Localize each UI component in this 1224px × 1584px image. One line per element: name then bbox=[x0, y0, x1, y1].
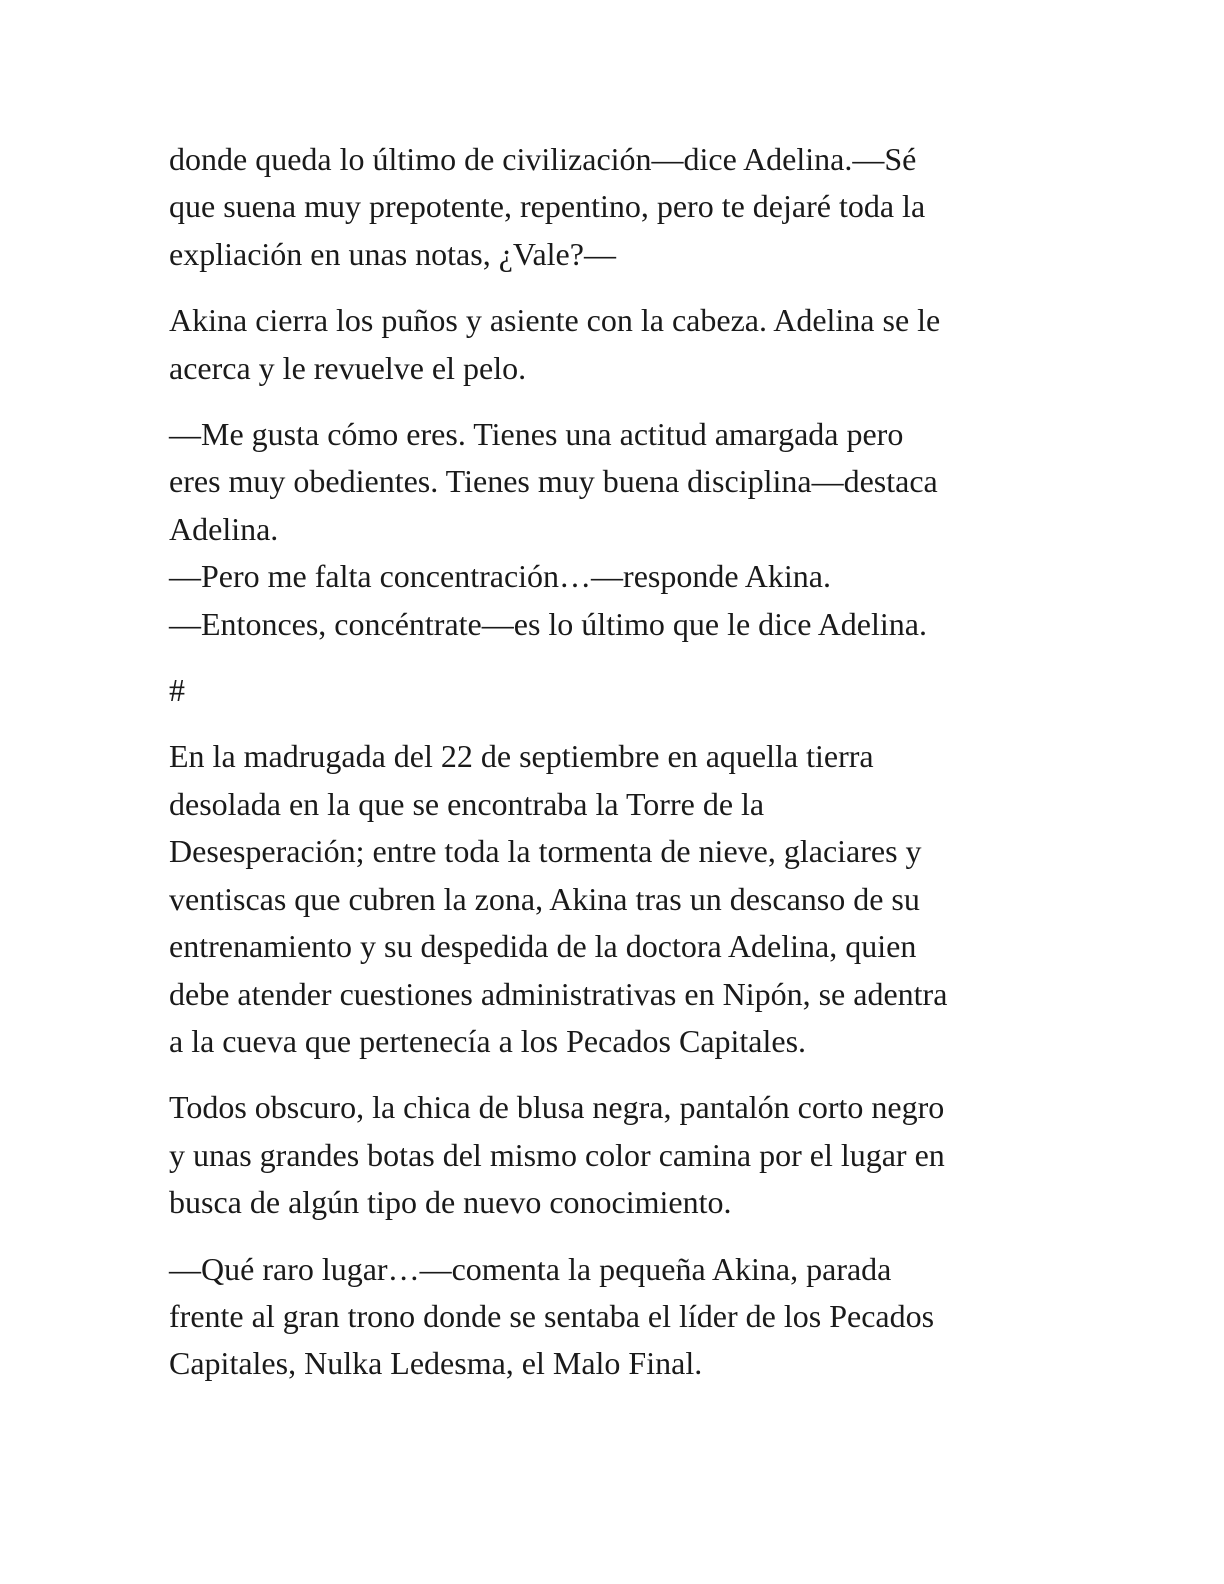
text-line: busca de algún tipo de nuevo conocimiento. bbox=[169, 1184, 732, 1221]
text-line: debe atender cuestiones administrativas en Nipón, se adentra bbox=[169, 975, 948, 1012]
body-text bbox=[169, 136, 1049, 1407]
text-line: —Entonces, concéntrate—es lo último que le dice Adelina. bbox=[169, 605, 927, 642]
text-line: Desesperación; entre toda la tormenta de nieve, glaciares y bbox=[169, 833, 922, 870]
text-line: que suena muy prepotente, repentino, pero te dejaré toda la bbox=[169, 188, 926, 225]
text-line: ventiscas que cubren la zona, Akina tras un descanso de su bbox=[169, 880, 920, 917]
text-line: acerca y le revuelve el pelo. bbox=[169, 349, 527, 386]
text-line: expliación en unas notas, ¿Vale?— bbox=[169, 235, 616, 272]
text-line: —Me gusta cómo eres. Tienes una actitud amargada pero bbox=[169, 416, 904, 453]
text-line: donde queda lo último de civilización—dice Adelina.—Sé bbox=[169, 141, 917, 177]
paragraph bbox=[169, 136, 1049, 278]
paragraph bbox=[169, 733, 1049, 1065]
text-line: Adelina. bbox=[169, 510, 279, 547]
scene-break-marker: # bbox=[169, 672, 185, 709]
scene-break bbox=[169, 667, 1049, 714]
text-line: y unas grandes botas del mismo color camina por el lugar en bbox=[169, 1136, 945, 1173]
dialogue-paragraph bbox=[169, 411, 1049, 648]
paragraph bbox=[169, 1246, 1049, 1388]
text-line: a la cueva que pertenecía a los Pecados Capitales. bbox=[169, 1022, 807, 1059]
paragraph bbox=[169, 297, 1049, 392]
text-line: entrenamiento y su despedida de la doctora Adelina, quien bbox=[169, 928, 917, 965]
text-line: frente al gran trono donde se sentaba el líder de los Pecados bbox=[169, 1297, 935, 1334]
text-line: Todos obscuro, la chica de blusa negra, pantalón corto negro bbox=[169, 1089, 945, 1126]
text-line: Capitales, Nulka Ledesma, el Malo Final. bbox=[169, 1345, 703, 1382]
text-line: eres muy obedientes. Tienes muy buena disciplina—destaca bbox=[169, 463, 938, 500]
text-line: —Pero me falta concentración…—responde Akina. bbox=[169, 558, 831, 595]
paragraph bbox=[169, 1084, 1049, 1226]
text-line: —Qué raro lugar…—comenta la pequeña Akina, parada bbox=[169, 1250, 892, 1287]
text-line: Akina cierra los puños y asiente con la cabeza. Adelina se le bbox=[169, 302, 941, 339]
text-line: En la madrugada del 22 de septiembre en aquella tierra bbox=[169, 738, 874, 775]
text-line: desolada en la que se encontraba la Torre de la bbox=[169, 785, 765, 822]
